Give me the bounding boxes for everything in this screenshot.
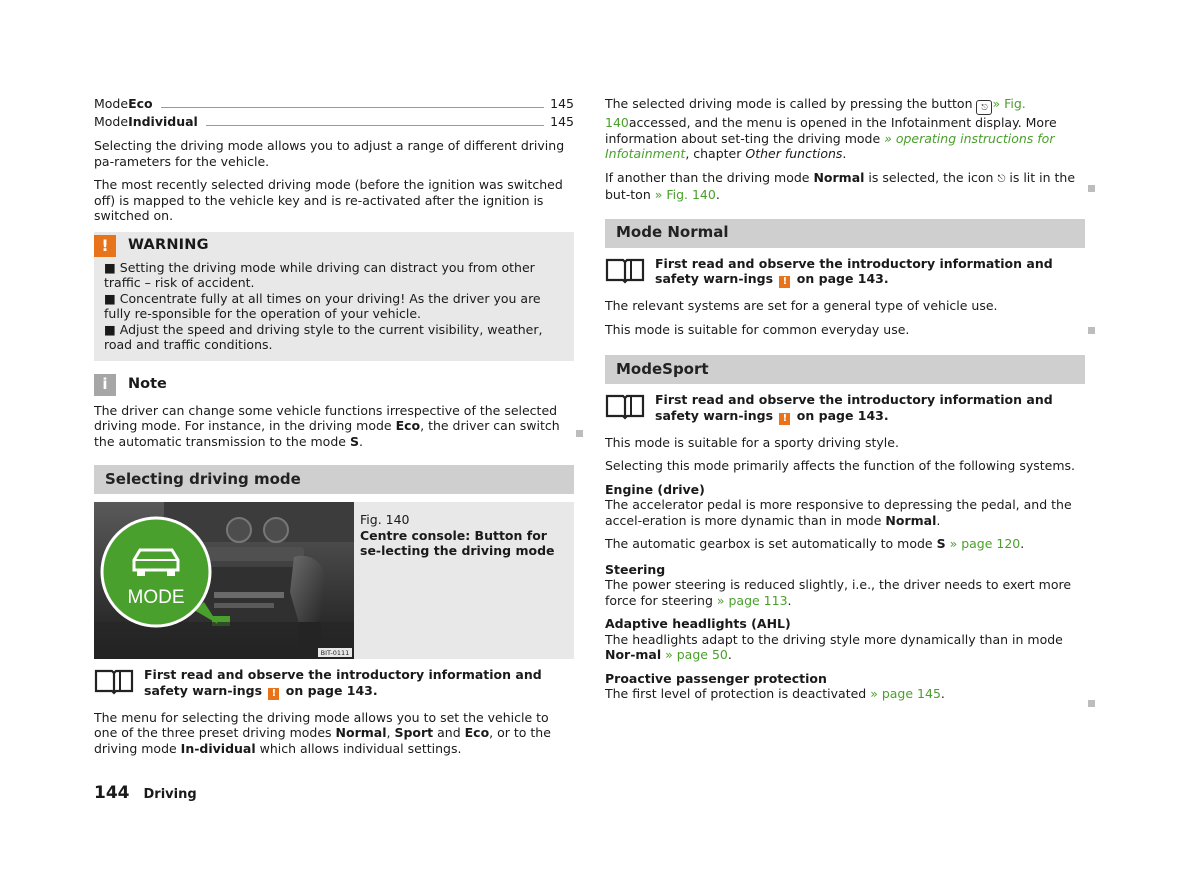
- page-link[interactable]: » page 50: [661, 647, 728, 662]
- warning-icon: !: [94, 235, 116, 257]
- warning-inline-icon: !: [779, 413, 790, 425]
- read-first-notice: [605, 392, 1085, 425]
- text-part: , chapter: [685, 146, 746, 161]
- figure-140: [94, 502, 574, 659]
- ahl-heading: Adaptive headlights (AHL): [605, 616, 791, 631]
- text-part: , or to the driving mode: [94, 725, 551, 756]
- text-part: ,: [386, 725, 395, 740]
- text-part: accessed, and the menu is opened in the Infotainment display. More information about set-ting the driving mode: [605, 115, 1057, 146]
- figure-code: BIT-0111: [320, 649, 350, 657]
- engine-text: [605, 497, 1085, 528]
- mode-normal-bold: Normal: [335, 725, 387, 740]
- book-icon: [94, 667, 134, 695]
- footer-section: Driving: [143, 787, 197, 802]
- toc-page: 145: [550, 114, 574, 129]
- mode-s-bold: S: [936, 536, 946, 551]
- mode-sport-text: This mode is suitable for a sporty driving style.: [605, 434, 899, 450]
- mode-eco-bold: Eco: [464, 725, 490, 740]
- right-column: [605, 96, 1085, 710]
- car-mode-icon: ⎋: [997, 173, 1006, 185]
- text-part: The menu for selecting the driving mode allows you to set the vehicle to one of the three preset driving modes: [94, 709, 549, 740]
- mode-sport-text: Selecting this mode primarily affects the function of the following systems.: [605, 458, 1076, 473]
- note-text-bold: Eco: [395, 418, 421, 433]
- read-first-notice: [605, 256, 1085, 289]
- console-illustration: [94, 502, 354, 659]
- toc-prefix: Mode: [94, 114, 129, 129]
- note-text: [94, 403, 574, 450]
- text-part: The first level of protection is deactivated: [605, 686, 871, 701]
- text-part: is lit in the but-ton: [605, 169, 1076, 202]
- end-marker: [1088, 700, 1095, 707]
- engine-heading: Engine (drive): [605, 481, 705, 497]
- section-title: Selecting driving mode: [94, 465, 574, 494]
- text-part: .: [936, 512, 941, 528]
- text-part: The headlights adapt to the driving style more dynamically than in mode: [605, 631, 1063, 647]
- toc-mode-name: Eco: [128, 96, 153, 111]
- figure-label: Fig. 140: [360, 512, 410, 527]
- text-part: The power steering is reduced slightly, i.e., the driver needs to exert more force for steering: [605, 577, 1072, 608]
- centre-console-image: [94, 502, 354, 659]
- text-part: The selected driving mode is called by pressing the button: [605, 96, 977, 111]
- fig-link[interactable]: » Fig. 140: [654, 187, 716, 202]
- toc-page: 145: [550, 96, 574, 111]
- warning-title: WARNING: [128, 236, 209, 253]
- text-part: If another than the driving mode: [605, 169, 814, 185]
- note-text-part: The driver can change some vehicle functions irrespective of the selected driving mode. For instance, in the driving mode: [94, 402, 558, 433]
- warning-box: [94, 232, 574, 361]
- text-part: which allows individual settings.: [255, 740, 462, 756]
- ahl-text: [605, 632, 1085, 663]
- note-text-part: , the driver can switch the automatic transmission to the mode: [94, 418, 560, 449]
- fig-link[interactable]: » Fig. 140: [605, 96, 1026, 130]
- end-marker: [1088, 327, 1095, 334]
- figure-caption-text: Centre console: Button for se-lecting the driving mode: [360, 527, 555, 558]
- warning-item: ■ Adjust the speed and driving style to the current visibility, weather, road and traffic conditions.: [104, 321, 543, 352]
- warning-header: [94, 232, 564, 260]
- read-first-part: First read and observe the introductory information and safety warn-ings: [144, 667, 542, 698]
- warning-item: ■ Setting the driving mode while driving can distract you from other traffic – risk of accident.: [104, 259, 535, 290]
- read-first-part: on page 143.: [792, 271, 889, 286]
- mode-individual-bold: In-dividual: [180, 740, 256, 756]
- end-marker: [576, 430, 583, 437]
- ppp-text: [605, 686, 1085, 702]
- text-part: The automatic gearbox is set automatically to mode: [605, 536, 937, 551]
- page-footer: [94, 783, 197, 803]
- steering-text: [605, 577, 1085, 608]
- mode-button-icon: ⎋: [976, 100, 992, 115]
- page-number: 144: [94, 783, 130, 803]
- text-part: .: [1020, 536, 1025, 551]
- read-first-part: First read and observe the introductory information and safety warn-ings: [655, 255, 1053, 286]
- mode-normal-bold: Normal: [813, 169, 865, 185]
- intro-paragraph: Selecting the driving mode allows you to adjust a range of different driving pa-rameters for the vehicle.: [94, 138, 565, 169]
- chapter-name: Other functions: [745, 146, 843, 161]
- text-part: is selected, the icon: [864, 169, 998, 185]
- steering-heading: Steering: [605, 561, 666, 577]
- mode-normal-text: This mode is suitable for common everyday use.: [605, 321, 910, 337]
- end-marker: [1088, 185, 1095, 192]
- book-icon: [605, 392, 645, 420]
- right-icon-paragraph: [605, 170, 1085, 203]
- text-part: .: [940, 686, 945, 701]
- info-icon: i: [94, 374, 116, 396]
- toc-leader: [206, 125, 544, 126]
- infotainment-link[interactable]: » operating instructions for Infotainment: [605, 130, 1055, 161]
- note-text-bold: S: [349, 433, 359, 449]
- right-intro: [605, 96, 1085, 162]
- mode-badge-text: MODE: [127, 587, 185, 608]
- text-part: .: [727, 647, 732, 662]
- toc-row: [94, 96, 574, 114]
- menu-paragraph: [94, 710, 574, 757]
- toc-prefix: Mode: [94, 96, 129, 111]
- warning-item: ■ Concentrate fully at all times on your driving! As the driver you are fully re-sponsible for the operation of your vehicle.: [104, 290, 541, 321]
- gearbox-text: [605, 536, 1085, 552]
- toc-leader: [161, 107, 545, 108]
- text-part: and: [433, 725, 465, 740]
- read-first-text: [655, 256, 1085, 289]
- page-link[interactable]: » page 113: [716, 592, 788, 608]
- warning-inline-icon: !: [779, 276, 790, 288]
- read-first-text: [655, 392, 1085, 425]
- mode-normal-bold: Normal: [885, 512, 937, 528]
- read-first-text: [144, 667, 574, 700]
- ppp-heading: Proactive passenger protection: [605, 670, 827, 686]
- mode-normal-bold: Nor-mal: [605, 647, 662, 662]
- text-part: .: [842, 146, 847, 161]
- page-link[interactable]: » page 145: [870, 686, 941, 701]
- text-part: The accelerator pedal is more responsive to depressing the pedal, and the accel-eration is more dynamic than in mode: [605, 497, 1072, 528]
- toc-mode-name: Individual: [128, 114, 198, 129]
- note-title: Note: [128, 375, 167, 392]
- toc-row: [94, 114, 574, 132]
- intro-paragraph: The most recently selected driving mode (before the ignition was switched off) is mapped to the vehicle key and is re-activated after the ignition is switched on.: [94, 177, 563, 223]
- section-title-mode-normal: Mode Normal: [605, 219, 1085, 248]
- warning-inline-icon: !: [268, 688, 279, 700]
- page-link[interactable]: » page 120: [945, 536, 1021, 551]
- note-text-part: .: [358, 433, 363, 449]
- read-first-part: on page 143.: [281, 682, 378, 698]
- book-icon: [605, 256, 645, 284]
- mode-normal-text: The relevant systems are set for a general type of vehicle use.: [605, 298, 998, 313]
- text-part: .: [787, 592, 792, 608]
- left-column: [94, 96, 574, 764]
- mode-sport-bold: Sport: [394, 725, 434, 740]
- section-title-mode-sport: ModeSport: [605, 355, 1085, 384]
- note-header: [94, 373, 574, 397]
- read-first-notice: [94, 667, 574, 700]
- text-part: .: [715, 187, 720, 202]
- read-first-part: First read and observe the introductory information and safety warn-ings: [655, 392, 1053, 423]
- read-first-part: on page 143.: [792, 407, 889, 423]
- figure-caption: [354, 502, 574, 659]
